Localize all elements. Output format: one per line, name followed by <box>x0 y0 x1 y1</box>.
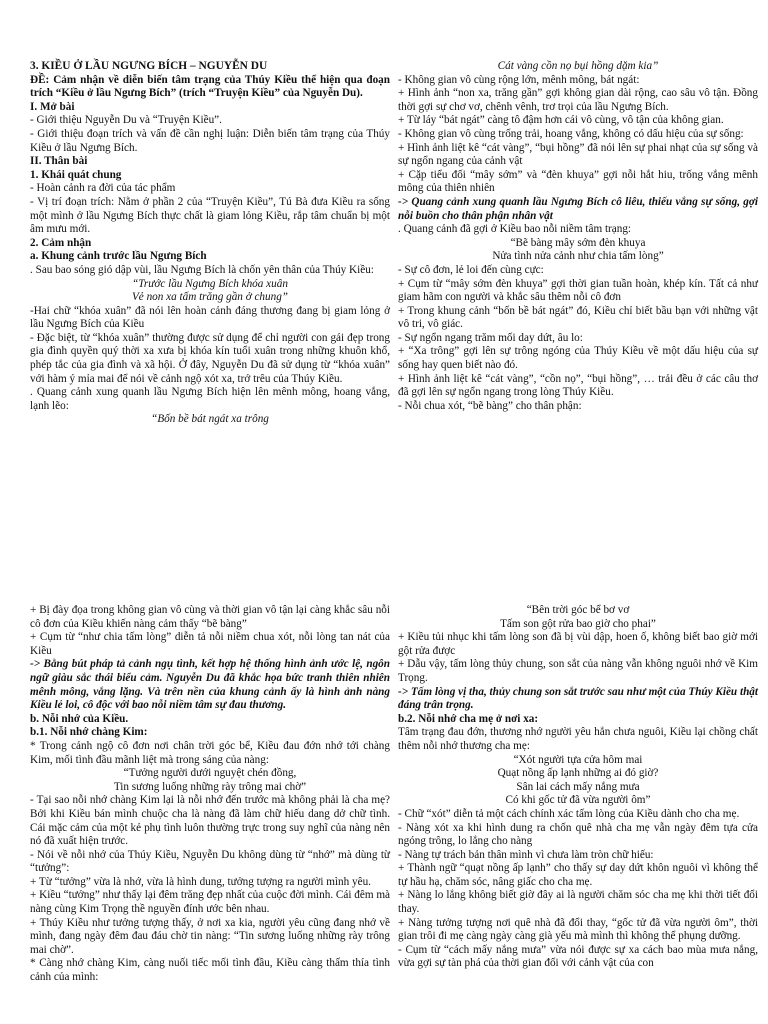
document-paragraph: -> Tấm lòng vị tha, thủy chung son sắt trước sau như một của Thúy Kiều thật đáng trân trọng. <box>398 685 758 712</box>
document-paragraph: . Sau bao sóng gió dập vùi, lầu Ngưng Bích là chốn yên thân của Thúy Kiều: <box>30 263 374 276</box>
document-paragraph: Tâm trạng đau đớn, thương nhớ người yêu hẳn chưa nguôi, Kiều lại chồng chất thêm nỗi nhớ thương cha mẹ: <box>398 726 758 752</box>
document-paragraph: + Dẫu vậy, tấm lòng thủy chung, son sắt của nàng vẫn không nguôi nhớ về Kim Trọng. <box>398 658 758 684</box>
document-paragraph: - Nỗi chua xót, “bẽ bàng” cho thân phận: <box>398 399 582 412</box>
document-paragraph: - Tại sao nỗi nhớ chàng Kim lại là nỗi nhớ đến trước mà không phải là cha mẹ? Bởi khi Kiều bán mình chuộc cha là nàng đã làm chữ hiếu dang dở chữ tình. Cái mặc cảm của một kẻ phụ tình luôn thường trực trong suy nghĩ của nàng nên nó đã xuất hiện trước. <box>30 794 390 848</box>
document-paragraph: Vẻ non xa tấm trăng gần ở chung” <box>131 291 289 304</box>
document-paragraph: + Thúy Kiều như tưởng tượng thấy, ở nơi xa kia, người yêu cũng đang nhớ về mình, đang ngày đêm đau đáu chờ tin nàng: “Tin sương luống những rày trông mai chờ”. <box>30 916 390 956</box>
document-paragraph: + Trong khung cảnh “bốn bề bát ngát” đó, Kiều chỉ biết bầu bạn với những vật vô tri, vô giác. <box>398 304 758 331</box>
document-paragraph: b.2. Nỗi nhớ cha mẹ ở nơi xa: <box>398 712 539 725</box>
document-paragraph: + Thành ngữ “quạt nồng ấp lạnh” cho thấy sự day dứt khôn nguôi vì không thể tự hầu hạ, chăm sóc, nâng giấc cho cha mẹ. <box>398 862 758 888</box>
document-paragraph: 3. KIỀU Ở LẦU NGƯNG BÍCH – NGUYỄN DU <box>30 60 268 72</box>
document-paragraph: Tin sương luống những rày trông mai chờ” <box>113 780 307 793</box>
document-paragraph: - Không gian vô cùng trống trải, hoang vắng, không có dấu hiệu của sự sống: <box>398 127 744 140</box>
document-paragraph: + Hình ảnh liệt kê “cát vàng”, “cồn nọ”, “bụi hồng”, … trải đều ở các câu thơ đã gợi lên sự ngổn ngang trong lòng Thúy Kiều. <box>398 372 758 399</box>
document-paragraph: “Tưởng người dưới nguyệt chén đồng, <box>123 767 297 780</box>
bottom-right-column <box>398 604 758 971</box>
document-paragraph: - Nàng tự trách bản thân mình vì chưa làm tròn chữ hiếu: <box>398 848 654 861</box>
document-paragraph: + Từ láy “bát ngát” càng tô đậm hơn cái vô cùng, vô tận của không gian. <box>398 114 724 127</box>
document-paragraph: Tấm son gột rửa bao giờ cho phai” <box>500 617 656 630</box>
bottom-left-column <box>30 604 390 985</box>
document-paragraph: “Bốn bề bát ngát xa trông <box>151 413 269 426</box>
document-paragraph: + “Xa trông” gợi lên sự trông ngóng của Thúy Kiều về một dấu hiệu của sự sống hay quen biết nào đó. <box>398 345 758 372</box>
document-paragraph: + Từ “tưởng” vừa là nhớ, vừa là hình dung, tưởng tượng ra người mình yêu. <box>30 875 371 888</box>
document-paragraph: + Cụm từ “như chia tấm lòng” diễn tả nỗi niềm chua xót, nỗi lòng tan nát của Kiều <box>30 631 390 657</box>
document-paragraph: 1. Khái quát chung <box>30 168 122 181</box>
document-paragraph: - Cụm từ “cách mấy nắng mưa” vừa nói được sự xa cách bao mùa mưa nắng, vừa gợi sự tàn phá của thời gian đối với cảnh vật của con <box>398 943 758 970</box>
document-paragraph: Sân lai cách mấy nắng mưa <box>516 780 640 793</box>
document-paragraph: + Bị đày đọa trong không gian vô cùng và thời gian vô tận lại càng khắc sâu nỗi cô đơn của Kiều khiến nàng cảm thấy “bẽ bàng” <box>30 604 390 630</box>
document-paragraph: “Bên trời góc bể bơ vơ <box>526 604 630 616</box>
document-paragraph: ĐỀ: Cảm nhận về diễn biến tâm trạng của Thúy Kiều thể hiện qua đoạn trích “Kiều ở lầu Ngưng Bích” (trích “Truyện Kiều” của Nguyễn Du). <box>30 73 390 100</box>
document-paragraph: a. Khung cảnh trước lầu Ngưng Bích <box>30 250 207 263</box>
document-paragraph: -Hai chữ “khóa xuân” đã nói lên hoàn cảnh đáng thương đang bị giam lỏng ở lầu Ngưng Bích của Kiều <box>30 304 390 331</box>
document-paragraph: - Giới thiệu Nguyễn Du và “Truyện Kiều”. <box>30 114 222 127</box>
document-paragraph: + Hình ảnh “non xa, trăng gần” gợi không gian dài rộng, cao sâu vô tận. Đồng thời gợi sự chơ vơ, chênh vênh, trơ trọi của lầu Ngưng Bích. <box>398 87 758 113</box>
document-paragraph: - Không gian vô cùng rộng lớn, mênh mông, bát ngát: <box>398 73 640 86</box>
document-paragraph: + Kiều “tưởng” như thấy lại đêm trăng đẹp nhất của cuộc đời mình. Cái đêm mà nàng cùng Kim Trọng thề nguyền đính ước bên nhau. <box>30 889 390 916</box>
document-paragraph: - Nói về nỗi nhớ của Thúy Kiều, Nguyễn Du không dùng từ “nhớ” mà dùng từ “tưởng”: <box>30 848 390 875</box>
document-paragraph: . Quang cảnh xung quanh lầu Ngưng Bích hiện lên mênh mông, hoang vắng, lạnh lẽo: <box>30 386 390 412</box>
document-paragraph: + Nàng tưởng tượng nơi quê nhà đã đổi thay, “gốc tử đã vừa người ôm”, thời gian trôi đi mẹ càng ngày càng già yếu mà mình thì không thể phụng dưỡng. <box>398 916 758 943</box>
document-paragraph: - Nàng xót xa khi hình dung ra chốn quê nhà cha mẹ vẫn ngày đêm tựa cửa ngóng trông, lo lắng cho nàng <box>398 821 758 848</box>
document-paragraph: . Quang cảnh đã gợi ở Kiều bao nỗi niềm tâm trạng: <box>398 223 632 236</box>
document-paragraph: + Hình ảnh liệt kê “cát vàng”, “bụi hồng” đã nói lên sự phai nhạt của sự sống và sự ngổn ngang của cảnh vật <box>398 141 758 168</box>
document-paragraph: - Vị trí đoạn trích: Nằm ở phần 2 của “Truyện Kiều”, Tú Bà đưa Kiều ra sống một mình ở lầu Ngưng Bích thực chất là giam lỏng Kiều, rắp tâm chuẩn bị một âm mưu mới. <box>30 195 390 236</box>
document-paragraph: “Bẽ bàng mây sớm đèn khuya <box>510 236 646 249</box>
document-paragraph: Có khi gốc tử đã vừa người ôm” <box>505 794 651 807</box>
document-paragraph: - Sự ngổn ngang trăm mối day dứt, âu lo: <box>398 331 583 344</box>
page-bottom-half <box>0 512 768 1024</box>
document-paragraph: * Càng nhớ chàng Kim, càng nuối tiếc mối tình đầu, Kiều càng thấm thía tình cảnh của mình: <box>30 957 390 984</box>
document-paragraph: - Hoàn cảnh ra đời của tác phẩm <box>30 182 176 195</box>
document-paragraph: + Kiều tủi nhục khi tấm lòng son đã bị vùi dập, hoen ố, không biết bao giờ mới gột rửa được <box>398 631 758 657</box>
document-paragraph: - Giới thiệu đoạn trích và vấn đề cần nghị luận: Diễn biến tâm trạng của Thúy Kiều ở lầu Ngưng Bích. <box>30 127 390 154</box>
document-paragraph: + Nàng lo lắng không biết giờ đây ai là người chăm sóc cha mẹ khi thời tiết đổi thay. <box>398 889 758 916</box>
document-paragraph: Quạt nồng ấp lạnh những ai đó giờ? <box>497 767 659 780</box>
top-left-column <box>30 60 390 427</box>
document-paragraph: -> Quang cảnh xung quanh lầu Ngưng Bích cô liêu, thiếu vắng sự sống, gợi nỗi buồn cho thân phận nhân vật <box>398 195 758 222</box>
top-right-column <box>398 60 758 413</box>
document-paragraph: -> Bằng bút pháp tả cảnh ngụ tình, kết hợp hệ thống hình ảnh ước lệ, ngôn ngữ giàu sắc thái biểu cảm. Nguyễn Du đã khắc họa bức tranh thiên nhiên mênh mông, vắng lặng. Và trên nền của khung cảnh ấy là hình ảnh nàng Kiều lẻ loi, cô độc với bao nỗi niềm tâm sự đau thương. <box>30 658 390 712</box>
document-paragraph: - Sự cô đơn, lẻ loi đến cùng cực: <box>398 263 544 276</box>
document-paragraph: 2. Cảm nhận <box>30 236 92 249</box>
document-paragraph: b.1. Nỗi nhớ chàng Kim: <box>30 726 148 739</box>
document-paragraph: II. Thân bài <box>30 155 88 168</box>
document-paragraph: + Cặp tiểu đối “mây sớm” và “đèn khuya” gợi nỗi hắt hiu, trống vắng mênh mông của thiên nhiên <box>398 168 758 195</box>
document-paragraph: “Trước lầu Ngưng Bích khóa xuân <box>132 277 288 290</box>
document-paragraph: I. Mở bài <box>30 100 75 113</box>
document-paragraph: Nửa tình nửa cảnh như chia tấm lòng” <box>492 250 664 263</box>
document-paragraph: Cát vàng cồn nọ bụi hồng dặm kia” <box>497 60 659 72</box>
document-paragraph: b. Nỗi nhớ của Kiều. <box>30 712 129 725</box>
document-paragraph: - Chữ “xót” diễn tả một cách chính xác tấm lòng của Kiều dành cho cha mẹ. <box>398 807 740 820</box>
document-paragraph: * Trong cảnh ngộ cô đơn nơi chân trời góc bể, Kiều đau đớn nhớ tới chàng Kim, mối tình đầu mãnh liệt mà trong sáng của nàng: <box>30 739 390 766</box>
document-paragraph: + Cụm từ “mây sớm đèn khuya” gợi thời gian tuần hoàn, khép kín. Tất cả như giam hãm con người và khắc sâu thêm nỗi cô đơn <box>398 277 758 304</box>
document-paragraph: “Xót người tựa cửa hôm mai <box>513 753 643 766</box>
document-paragraph: - Đặc biệt, từ “khóa xuân” thường được sử dụng để chỉ người con gái đẹp trong gia đình quyền quý thời xa xưa bị khóa kín tuổi xuân trong những khuôn khổ, phép tắc của gia đình và xã hội. Ở đây, Nguyễn Du đã sử dụng từ “khóa xuân” với hàm ý mỉa mai để nói về cảnh ngộ xót xa, trớ trêu của Thúy Kiều. <box>30 331 390 385</box>
